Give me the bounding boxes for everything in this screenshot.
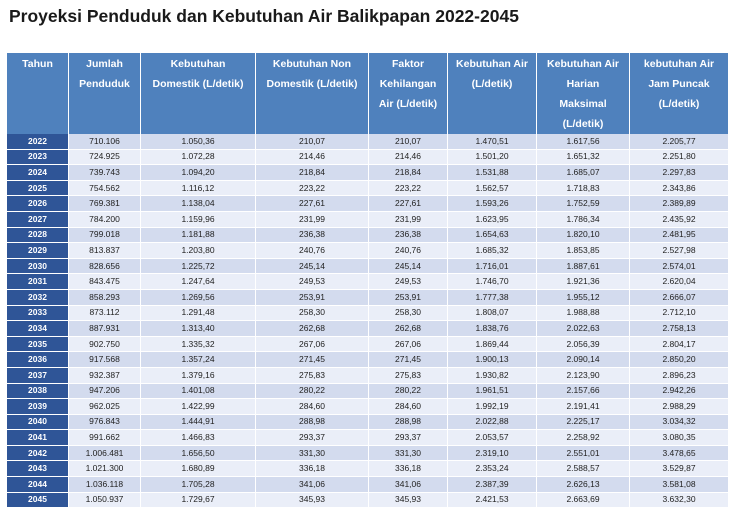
value-cell: 828.656 bbox=[69, 258, 141, 274]
value-cell: 2.850,20 bbox=[630, 352, 729, 368]
value-cell: 947.206 bbox=[69, 383, 141, 399]
value-cell: 1.531,88 bbox=[448, 165, 537, 181]
value-cell: 214,46 bbox=[369, 149, 448, 165]
value-cell: 1.562,57 bbox=[448, 180, 537, 196]
value-cell: 2.053,57 bbox=[448, 430, 537, 446]
table-row bbox=[7, 243, 729, 259]
value-cell: 1.961,51 bbox=[448, 383, 537, 399]
value-cell: 2.758,13 bbox=[630, 321, 729, 337]
year-cell: 2045 bbox=[7, 492, 69, 508]
year-cell: 2034 bbox=[7, 321, 69, 337]
value-cell: 2.896,23 bbox=[630, 367, 729, 383]
year-cell: 2023 bbox=[7, 149, 69, 165]
value-cell: 253,91 bbox=[369, 289, 448, 305]
value-cell: 1.036.118 bbox=[69, 477, 141, 493]
year-cell: 2043 bbox=[7, 461, 69, 477]
column-header-line: Maksimal bbox=[559, 98, 607, 110]
table-row bbox=[7, 211, 729, 227]
year-cell: 2026 bbox=[7, 196, 69, 212]
value-cell: 1.181,88 bbox=[141, 227, 256, 243]
value-cell: 271,45 bbox=[256, 352, 369, 368]
table-row bbox=[7, 367, 729, 383]
value-cell: 1.887,61 bbox=[537, 258, 630, 274]
value-cell: 3.080,35 bbox=[630, 430, 729, 446]
value-cell: 253,91 bbox=[256, 289, 369, 305]
column-header-line: kebutuhan Air bbox=[643, 58, 715, 70]
value-cell: 275,83 bbox=[256, 367, 369, 383]
value-cell: 1.654,63 bbox=[448, 227, 537, 243]
value-cell: 1.656,50 bbox=[141, 445, 256, 461]
year-cell: 2037 bbox=[7, 367, 69, 383]
value-cell: 1.820,10 bbox=[537, 227, 630, 243]
column-header bbox=[141, 53, 256, 134]
table-row bbox=[7, 227, 729, 243]
value-cell: 2.022,88 bbox=[448, 414, 537, 430]
value-cell: 1.777,38 bbox=[448, 289, 537, 305]
value-cell: 1.291,48 bbox=[141, 305, 256, 321]
value-cell: 249,53 bbox=[369, 274, 448, 290]
column-header-line: Harian bbox=[566, 78, 600, 90]
value-cell: 1.651,32 bbox=[537, 149, 630, 165]
table-row bbox=[7, 165, 729, 181]
year-cell: 2035 bbox=[7, 336, 69, 352]
value-cell: 2.481,95 bbox=[630, 227, 729, 243]
year-cell: 2030 bbox=[7, 258, 69, 274]
value-cell: 1.685,07 bbox=[537, 165, 630, 181]
value-cell: 2.022,63 bbox=[537, 321, 630, 337]
value-cell: 3.529,87 bbox=[630, 461, 729, 477]
value-cell: 1.159,96 bbox=[141, 211, 256, 227]
year-cell: 2022 bbox=[7, 134, 69, 149]
value-cell: 1.680,89 bbox=[141, 461, 256, 477]
value-cell: 1.470,51 bbox=[448, 134, 537, 149]
value-cell: 976.843 bbox=[69, 414, 141, 430]
value-cell: 1.808,07 bbox=[448, 305, 537, 321]
value-cell: 2.387,39 bbox=[448, 477, 537, 493]
value-cell: 932.387 bbox=[69, 367, 141, 383]
value-cell: 1.623,95 bbox=[448, 211, 537, 227]
value-cell: 1.313,40 bbox=[141, 321, 256, 337]
table-header-row bbox=[7, 53, 729, 134]
value-cell: 1.072,28 bbox=[141, 149, 256, 165]
value-cell: 288,98 bbox=[256, 414, 369, 430]
value-cell: 2.191,41 bbox=[537, 399, 630, 415]
value-cell: 262,68 bbox=[369, 321, 448, 337]
value-cell: 799.018 bbox=[69, 227, 141, 243]
value-cell: 3.581,08 bbox=[630, 477, 729, 493]
column-header bbox=[448, 53, 537, 134]
value-cell: 1.955,12 bbox=[537, 289, 630, 305]
value-cell: 902.750 bbox=[69, 336, 141, 352]
year-cell: 2033 bbox=[7, 305, 69, 321]
value-cell: 1.050.937 bbox=[69, 492, 141, 508]
value-cell: 2.435,92 bbox=[630, 211, 729, 227]
year-cell: 2041 bbox=[7, 430, 69, 446]
table-row bbox=[7, 461, 729, 477]
value-cell: 262,68 bbox=[256, 321, 369, 337]
value-cell: 280,22 bbox=[369, 383, 448, 399]
column-header-line: Kebutuhan bbox=[170, 58, 226, 70]
year-cell: 2044 bbox=[7, 477, 69, 493]
value-cell: 336,18 bbox=[256, 461, 369, 477]
value-cell: 858.293 bbox=[69, 289, 141, 305]
column-header-line: Air (L/detik) bbox=[378, 98, 438, 110]
year-cell: 2025 bbox=[7, 180, 69, 196]
value-cell: 1.853,85 bbox=[537, 243, 630, 259]
value-cell: 341,06 bbox=[256, 477, 369, 493]
table-row bbox=[7, 336, 729, 352]
year-cell: 2028 bbox=[7, 227, 69, 243]
value-cell: 784.200 bbox=[69, 211, 141, 227]
value-cell: 887.931 bbox=[69, 321, 141, 337]
value-cell: 769.381 bbox=[69, 196, 141, 212]
column-header-line: Kebutuhan Air bbox=[456, 58, 528, 70]
value-cell: 1.900,13 bbox=[448, 352, 537, 368]
value-cell: 240,76 bbox=[256, 243, 369, 259]
value-cell: 258,30 bbox=[369, 305, 448, 321]
column-header-line: (L/detik) bbox=[471, 78, 513, 90]
value-cell: 2.251,80 bbox=[630, 149, 729, 165]
column-header bbox=[69, 53, 141, 134]
column-header-line: Kebutuhan Air bbox=[547, 58, 619, 70]
value-cell: 2.353,24 bbox=[448, 461, 537, 477]
value-cell: 2.551,01 bbox=[537, 445, 630, 461]
value-cell: 2.988,29 bbox=[630, 399, 729, 415]
value-cell: 341,06 bbox=[369, 477, 448, 493]
column-header-line: Jam Puncak bbox=[648, 78, 710, 90]
column-header-line: Domestik (L/detik) bbox=[152, 78, 244, 90]
value-cell: 843.475 bbox=[69, 274, 141, 290]
year-cell: 2029 bbox=[7, 243, 69, 259]
value-cell: 1.225,72 bbox=[141, 258, 256, 274]
value-cell: 2.123,90 bbox=[537, 367, 630, 383]
value-cell: 1.466,83 bbox=[141, 430, 256, 446]
year-cell: 2032 bbox=[7, 289, 69, 305]
value-cell: 231,99 bbox=[369, 211, 448, 227]
table-row bbox=[7, 134, 729, 149]
value-cell: 1.685,32 bbox=[448, 243, 537, 259]
table-row bbox=[7, 305, 729, 321]
value-cell: 2.389,89 bbox=[630, 196, 729, 212]
value-cell: 223,22 bbox=[369, 180, 448, 196]
value-cell: 249,53 bbox=[256, 274, 369, 290]
value-cell: 284,60 bbox=[256, 399, 369, 415]
value-cell: 1.992,19 bbox=[448, 399, 537, 415]
value-cell: 267,06 bbox=[256, 336, 369, 352]
table-row bbox=[7, 274, 729, 290]
value-cell: 991.662 bbox=[69, 430, 141, 446]
value-cell: 214,46 bbox=[256, 149, 369, 165]
table-row bbox=[7, 321, 729, 337]
value-cell: 345,93 bbox=[256, 492, 369, 508]
value-cell: 1.921,36 bbox=[537, 274, 630, 290]
table-row bbox=[7, 492, 729, 508]
value-cell: 331,30 bbox=[369, 445, 448, 461]
column-header-line: Kehilangan bbox=[379, 78, 437, 90]
value-cell: 1.444,91 bbox=[141, 414, 256, 430]
value-cell: 218,84 bbox=[256, 165, 369, 181]
table-row bbox=[7, 258, 729, 274]
value-cell: 873.112 bbox=[69, 305, 141, 321]
value-cell: 2.258,92 bbox=[537, 430, 630, 446]
table-row bbox=[7, 430, 729, 446]
value-cell: 2.626,13 bbox=[537, 477, 630, 493]
value-cell: 331,30 bbox=[256, 445, 369, 461]
value-cell: 1.746,70 bbox=[448, 274, 537, 290]
value-cell: 1.203,80 bbox=[141, 243, 256, 259]
value-cell: 1.269,56 bbox=[141, 289, 256, 305]
year-cell: 2042 bbox=[7, 445, 69, 461]
value-cell: 2.343,86 bbox=[630, 180, 729, 196]
value-cell: 754.562 bbox=[69, 180, 141, 196]
value-cell: 2.157,66 bbox=[537, 383, 630, 399]
value-cell: 2.712,10 bbox=[630, 305, 729, 321]
table-row bbox=[7, 149, 729, 165]
value-cell: 2.205,77 bbox=[630, 134, 729, 149]
column-header-line: Jumlah bbox=[86, 58, 123, 70]
value-cell: 2.574,01 bbox=[630, 258, 729, 274]
value-cell: 336,18 bbox=[369, 461, 448, 477]
table-row bbox=[7, 352, 729, 368]
year-cell: 2036 bbox=[7, 352, 69, 368]
value-cell: 1.006.481 bbox=[69, 445, 141, 461]
value-cell: 231,99 bbox=[256, 211, 369, 227]
value-cell: 710.106 bbox=[69, 134, 141, 149]
value-cell: 1.422,99 bbox=[141, 399, 256, 415]
value-cell: 2.056,39 bbox=[537, 336, 630, 352]
year-cell: 2031 bbox=[7, 274, 69, 290]
value-cell: 223,22 bbox=[256, 180, 369, 196]
value-cell: 245,14 bbox=[256, 258, 369, 274]
value-cell: 293,37 bbox=[256, 430, 369, 446]
value-cell: 2.090,14 bbox=[537, 352, 630, 368]
value-cell: 284,60 bbox=[369, 399, 448, 415]
value-cell: 1.752,59 bbox=[537, 196, 630, 212]
value-cell: 1.094,20 bbox=[141, 165, 256, 181]
table-row bbox=[7, 289, 729, 305]
year-cell: 2038 bbox=[7, 383, 69, 399]
value-cell: 240,76 bbox=[369, 243, 448, 259]
value-cell: 2.421,53 bbox=[448, 492, 537, 508]
value-cell: 1.357,24 bbox=[141, 352, 256, 368]
value-cell: 2.588,57 bbox=[537, 461, 630, 477]
value-cell: 917.568 bbox=[69, 352, 141, 368]
value-cell: 1.401,08 bbox=[141, 383, 256, 399]
value-cell: 739.743 bbox=[69, 165, 141, 181]
value-cell: 245,14 bbox=[369, 258, 448, 274]
value-cell: 1.116,12 bbox=[141, 180, 256, 196]
column-header-line: Penduduk bbox=[79, 78, 130, 90]
value-cell: 236,38 bbox=[256, 227, 369, 243]
column-header-line: (L/detik) bbox=[562, 118, 604, 130]
column-header bbox=[630, 53, 729, 134]
water-demand-table bbox=[6, 53, 729, 508]
value-cell: 271,45 bbox=[369, 352, 448, 368]
value-cell: 1.021.300 bbox=[69, 461, 141, 477]
value-cell: 1.786,34 bbox=[537, 211, 630, 227]
table-row bbox=[7, 477, 729, 493]
value-cell: 2.663,69 bbox=[537, 492, 630, 508]
value-cell: 1.247,64 bbox=[141, 274, 256, 290]
value-cell: 813.837 bbox=[69, 243, 141, 259]
column-header-line: Kebutuhan Non bbox=[272, 58, 352, 70]
table-row bbox=[7, 399, 729, 415]
value-cell: 2.225,17 bbox=[537, 414, 630, 430]
value-cell: 218,84 bbox=[369, 165, 448, 181]
column-header-line: Domestik (L/detik) bbox=[266, 78, 358, 90]
value-cell: 345,93 bbox=[369, 492, 448, 508]
value-cell: 2.527,98 bbox=[630, 243, 729, 259]
value-cell: 1.930,82 bbox=[448, 367, 537, 383]
value-cell: 724.925 bbox=[69, 149, 141, 165]
value-cell: 1.501,20 bbox=[448, 149, 537, 165]
value-cell: 1.050,36 bbox=[141, 134, 256, 149]
year-cell: 2024 bbox=[7, 165, 69, 181]
column-header bbox=[369, 53, 448, 134]
column-header-line: Tahun bbox=[22, 58, 53, 70]
value-cell: 1.138,04 bbox=[141, 196, 256, 212]
table-body bbox=[7, 134, 729, 508]
value-cell: 293,37 bbox=[369, 430, 448, 446]
value-cell: 267,06 bbox=[369, 336, 448, 352]
value-cell: 1.335,32 bbox=[141, 336, 256, 352]
value-cell: 1.838,76 bbox=[448, 321, 537, 337]
column-header bbox=[256, 53, 369, 134]
value-cell: 1.718,83 bbox=[537, 180, 630, 196]
value-cell: 288,98 bbox=[369, 414, 448, 430]
year-cell: 2039 bbox=[7, 399, 69, 415]
value-cell: 1.729,67 bbox=[141, 492, 256, 508]
value-cell: 2.319,10 bbox=[448, 445, 537, 461]
table-row bbox=[7, 383, 729, 399]
value-cell: 1.716,01 bbox=[448, 258, 537, 274]
column-header bbox=[537, 53, 630, 134]
value-cell: 236,38 bbox=[369, 227, 448, 243]
page-title: Proyeksi Penduduk dan Kebutuhan Air Balikpapan 2022-2045 bbox=[9, 6, 519, 26]
table-row bbox=[7, 445, 729, 461]
value-cell: 227,61 bbox=[369, 196, 448, 212]
value-cell: 1.988,88 bbox=[537, 305, 630, 321]
value-cell: 3.632,30 bbox=[630, 492, 729, 508]
value-cell: 258,30 bbox=[256, 305, 369, 321]
value-cell: 1.705,28 bbox=[141, 477, 256, 493]
value-cell: 1.617,56 bbox=[537, 134, 630, 149]
value-cell: 280,22 bbox=[256, 383, 369, 399]
value-cell: 275,83 bbox=[369, 367, 448, 383]
value-cell: 2.297,83 bbox=[630, 165, 729, 181]
value-cell: 1.869,44 bbox=[448, 336, 537, 352]
value-cell: 962.025 bbox=[69, 399, 141, 415]
year-cell: 2027 bbox=[7, 211, 69, 227]
column-header-line: (L/detik) bbox=[658, 98, 700, 110]
value-cell: 3.034,32 bbox=[630, 414, 729, 430]
table-row bbox=[7, 196, 729, 212]
value-cell: 2.942,26 bbox=[630, 383, 729, 399]
value-cell: 210,07 bbox=[256, 134, 369, 149]
value-cell: 1.379,16 bbox=[141, 367, 256, 383]
table-row bbox=[7, 180, 729, 196]
value-cell: 2.620,04 bbox=[630, 274, 729, 290]
value-cell: 210,07 bbox=[369, 134, 448, 149]
value-cell: 1.593,26 bbox=[448, 196, 537, 212]
value-cell: 2.804,17 bbox=[630, 336, 729, 352]
value-cell: 2.666,07 bbox=[630, 289, 729, 305]
year-cell: 2040 bbox=[7, 414, 69, 430]
value-cell: 3.478,65 bbox=[630, 445, 729, 461]
table-row bbox=[7, 414, 729, 430]
column-header bbox=[7, 53, 69, 134]
column-header-line: Faktor bbox=[391, 58, 425, 70]
value-cell: 227,61 bbox=[256, 196, 369, 212]
